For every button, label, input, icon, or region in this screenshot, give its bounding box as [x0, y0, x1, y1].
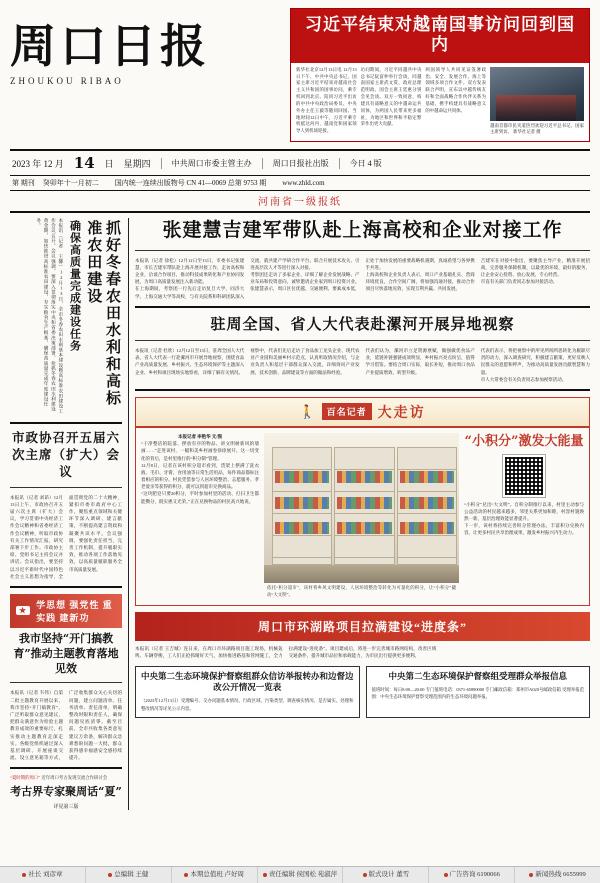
second-col-3: 代表们认为，漯河市立足资源禀赋，做强做优食品产业，延链补链强链成效明显，乡村振兴亮点纷呈，值得学习借鉴。要结合周口实际，取长补短，推动周口食品产业提质增效、转型升级。 — [365, 348, 475, 375]
notice-text: 近年周口考古发现交流合作研讨会 — [41, 775, 108, 781]
feature-para-1: “干净整洁的院落、摆放有序的物品、讲文明树新风的墙画……”走进该村，一幅和美乡村画卷徐徐展开。这一切变化的背后，是村里推行的“积分制”管理。 — [141, 441, 259, 461]
divider — [262, 158, 263, 169]
newspaper-title: 周口日报 — [10, 19, 210, 73]
feature-para-4: “小积分”兑出“大文明”。自积分制推行以来，村里主动参与公益活动的村民越来越多，邻里关系更加和睦，村容村貌焕然一新，基层治理效能显著提升。 — [464, 501, 584, 521]
date-bar — [10, 149, 590, 176]
lead-photo — [490, 67, 584, 121]
notice-page-ref: 详见第三版 — [53, 804, 79, 810]
divider — [161, 158, 162, 169]
publishing-unit: 周口日报社出版 — [272, 158, 329, 168]
feature-photo — [264, 433, 459, 583]
main-col-2: 在上海期间，考察团一行先后走访复旦大学、同济大学、上海交通大学等高校，与有关院系和科研团队深入交流，就共建产学研合作平台、联合开展技术攻关、引进高层次人才等进行深入对接。 — [135, 257, 360, 299]
main-col-4: 上海高校和企业负责人表示，周口产业基础扎实、营商环境优良，合作空间广阔，将加强沟通对接，推动合作项目尽快落地见效，实现互利共赢、共同发展。 — [365, 272, 475, 292]
vertical-feature — [10, 218, 122, 416]
feature-tag: 百名记者 — [322, 403, 372, 420]
masthead-right — [290, 8, 590, 142]
website-url[interactable]: www.zhld.com — [282, 179, 325, 187]
page-count: 今日 4 版 — [349, 158, 382, 168]
main-col-3: 考察团还走访了多家企业，详细了解企业发展战略、产业布局和投资意向，诚挚邀请企业家到周口投资兴业。张建慧表示，周口区位优越、交通便利、要素成本低，正处于加快发展的重要战略机遇期，真诚希望与各界携手共进。 — [250, 257, 475, 292]
feature-para-3: “这块肥皂只要20积分，平时参加村里的活动、打扫卫生都能攒分，既实惠又光荣。”正在兑换物品的村民高兴地说。 — [141, 491, 259, 504]
issue-number: 第 期刊 — [12, 179, 35, 187]
main-grid — [10, 218, 590, 810]
lead-photo-caption: 越南首都市民夹道热烈欢迎习近平总书记、国家主席到访。 新华社记者 摄 — [490, 122, 585, 135]
article1-title: 市政协召开五届六次主席（扩大）会议 — [11, 430, 120, 479]
notice-title: 考古界专家聚周话“夏” — [10, 785, 122, 799]
feature-photo-caption: 依托“积分超市”，该村将乡风文明建设、人居环境整治等转化为可量化的积分，让“小积分”撬动“大文明”。 — [267, 584, 456, 597]
info-box-left — [135, 666, 360, 718]
second-col-4: 代表们表示，将把视察中的所见所闻所思转化为履职尽责的动力，深入调查研究，积极建言献策，更好反映人民群众的意愿和呼声，为推动高质量发展贡献智慧和力量。 — [480, 348, 590, 375]
masthead-left — [10, 8, 282, 86]
article2-title: 我市坚持“开门搞教育”推动主题教育落地见效 — [13, 631, 119, 675]
second-article-body — [135, 347, 590, 383]
lunar-date: 癸卯年十一月初二 — [42, 179, 99, 187]
bullet-icon — [529, 873, 533, 877]
footer-bar — [0, 866, 600, 883]
date-weekday: 星期四 — [123, 158, 151, 169]
theme-ribbon — [10, 594, 122, 628]
info-box-row — [135, 666, 590, 718]
sub-date-bar — [10, 176, 590, 191]
lead-col-1: 新华社北京12月13日电 12月13日下午，中共中央总书记、国家主席习近平结束对越南社会主义共和国的国事访问，乘专机回到北京。陪同习近平出访的中共中央政治局委员、中央外办主任王毅等随同回国。当地时间12日中午，习近平乘专机抵达河内，越南党和国家领导人到机场迎接。 — [296, 66, 357, 134]
date-year-month: 2023 年 12 月 — [12, 158, 64, 169]
bullet-icon — [263, 873, 267, 877]
headline-second: 驻周全国、省人大代表赴漯河开展异地视察 — [210, 314, 515, 333]
vertical-body-text: 本报讯（记者 王馨）12月13日，全市冬春农田水利基本建设暨高标准农田建设工作会议召开。会议强调，要深入贯彻落实中央和省委决策部署，抢抓冬春农田水利建设黄金期，加快推进高标准农田建设，夯实粮食生产根基，确保高质量完成年度建设任务。 — [36, 218, 64, 414]
feature-header — [136, 398, 589, 428]
lead-body — [291, 63, 589, 141]
footer-item-3: 责任编辑 侯国松 苑淑萍 — [258, 867, 344, 883]
bullet-icon — [184, 873, 188, 877]
info-box-right-body: 值班时间：每日8:00—20:00 专门值班电话：0371-65890000 专门邮政信箱：郑州市A020号邮政信箱 受理举报范围：中央生态环境保护督察受理范围内的生态环境问题举报。 — [371, 687, 584, 700]
feature-para-5: 下一步，该村将持续完善积分管理办法，丰富积分兑换内容，让更多村民共享治理成果，激发乡村振兴内生动力。 — [464, 523, 584, 536]
divider — [339, 158, 340, 169]
vertical-subheadline: 确保高质量完成建设任务 — [68, 220, 82, 352]
feature-block — [135, 397, 590, 606]
vertical-headline: 抓好冬春农田水利和高标准农田建设 — [85, 220, 122, 407]
notice-tag: “夏时期的周口” — [10, 775, 41, 781]
date-day-unit: 日 — [104, 158, 114, 169]
issn-number: 国内统一连续出版物号 CN 41—0069 总第 9753 期 — [114, 179, 267, 187]
lead-headline: 习近平结束对越南国事访问回到国内 — [291, 9, 589, 63]
info-box-left-title: 中央第二生态环境保护督察组群众信访举报转办和边督边改公开情况一览表 — [140, 670, 354, 693]
main-article-body — [135, 257, 590, 300]
main-col-6: 市直有关部门负责同志参加对接活动。 — [480, 279, 558, 285]
info-box-left-body: （2023年12月13日）受理编号、交办问题基本情况、行政区域、污染类型、调查核实情况、是否属实、处理和整改情况等详见公示内容。 — [141, 698, 354, 711]
article1-body: 本报讯（记者 刘昂）12月13日上午，市政协召开五届六次主席（扩大）会议，学习贯彻中央经济工作会议精神和省委经济工作会议精神，听取市政协有关工作情况汇报，研究部署下步工作。市政协主席、党组书记主持会议并讲话。会议指出，要坚持以习近平新时代中国特色社会主义思想为指导，全面贯彻党的二十大精神，紧扣市委市政府中心工作，聚焦重点领域和关键环节深入调研、建言献策，不断提高建言资政和凝聚共识水平。会议强调，要强化责任担当，完善工作机制，提升履职实效，推动各项工作落地见效，以高质量履职服务全市高质量发展。 — [10, 494, 122, 579]
footer-item-6: 新闻热线 6655999 — [515, 867, 600, 883]
second-col-5: 市人大常委会有关负责同志参加视察活动。 — [480, 376, 567, 382]
bullet-icon — [22, 873, 26, 877]
main-col-1: 本报讯（记者 徐松）12月12日至13日，市委书记张建慧、市长吉建军带队赴上海开展对接工作，走访高校和企业，洽谈合作项目，推动科技成果转化和产业协同发展，为周口高质量发展注入新动能。 — [135, 257, 245, 285]
headline-main: 张建慧吉建军带队赴上海高校和企业对接工作 — [162, 219, 563, 241]
date-day: 14 — [73, 154, 95, 172]
lead-story-box — [290, 8, 590, 142]
lead-col-2: 访问期间，习近平同越共中央总书记阮富仲举行会谈，同越南国家主席武文赏、政府总理范明政、国会主席王廷惠分别会见会谈。双方一致同意，构建具有战略意义的中越命运共同体，为两国人民带来更多福祉，为地区和世界和平稳定繁荣作出更大贡献。 — [360, 66, 422, 127]
footer-item-1: 总编辑 王健 — [86, 867, 172, 883]
project-banner-title: 周口市环湖路项目拉满建设“进度条” — [135, 612, 590, 641]
bullet-icon — [444, 873, 448, 877]
newspaper-pinyin: ZHOUKOU RIBAO — [10, 76, 124, 87]
qr-code[interactable] — [503, 455, 545, 497]
lead-col-3: 两国领导人共同见证签署政治、安全、发展合作、海上等领域多项合作文件。双方发表联合声明，宣布以中越传统友好和全面战略合作伙伴关系为基础，携手构建具有战略意义的中越命运共同体。 — [425, 66, 487, 113]
article2-body: 本报讯（记者 韦伟）自第二批主题教育开展以来，我市坚持“开门搞教育”，广泛听取群众意见建议，把群众满意作为检验主题教育成效的重要标尺，扎实推动主题教育走深走实。各级党组织通过深入基层调研、开展座谈交流、设立意见箱等方式，广泛收集群众关心关切的问题，建立问题清单、任务清单、责任清单，明确整改时限和责任人，确保问题见底清零。截至目前，全市共收集各类意见建议万余条，解决群众急难愁盼问题一大批，群众获得感幸福感安全感持续提升。 — [10, 690, 122, 761]
footer-item-0: 社长 刘彦章 — [0, 867, 86, 883]
publisher: 中共周口市委主管主办 — [171, 158, 252, 168]
main-column — [128, 218, 590, 810]
second-col-1: 本报讯（记者 杜欣）12月12日至13日，驻周全国人大代表、省人大代表一行赴漯河市开展异地视察，围绕食品产业高质量发展、乡村振兴、生态环境保护等主题深入企业、乡村和项目现场实地察看，详细了解有关情况。 — [135, 348, 245, 375]
info-box-right-title: 中央第二生态环境保护督察组受理群众举报信息 — [388, 670, 567, 681]
masthead — [10, 8, 590, 142]
feature-title: “小积分”激发大能量 — [464, 433, 584, 449]
project-banner-body: 本报讯（记者 王吉城）连日来，在周口市环湖路项目施工现场，机械轰鸣、车辆穿梭，工人们正抢抓晴好天气，加快推进路基和管网施工，全力拉满建设“进度条”。项目建成后，将进一步完善城市路网结构，改善区域交通条件，提升城市品位和承载能力，为市民出行提供更多便利。 — [135, 646, 437, 659]
left-column — [10, 218, 122, 810]
notice-lead — [10, 775, 122, 782]
second-col-2: 视察中，代表们先后走访了食品加工龙头企业、现代农业产业园和美丽乡村示范点，认真听取情况介绍，与企业负责人和基层干部群众深入交流，详细询问产业发展、技术创新、品牌建设等方面的做法和经验。 — [250, 348, 360, 375]
bullet-icon — [108, 873, 112, 877]
feature-tag-big: 大走访 — [377, 404, 426, 421]
main-col-5: 吉建军在对接中指出，要聚焦主导产业，精准开展招商，完善服务保障机制，以最优的环境、最好的服务，让企业安心投资、放心发展、专心经营。 — [480, 257, 590, 278]
footer-item-4: 版式设计 董雪 — [343, 867, 429, 883]
info-box-right — [366, 666, 591, 718]
footer-item-5: 广告咨询 6190066 — [429, 867, 515, 883]
ribbon-label: 学思想 强党性 重实践 建新功 — [36, 599, 113, 623]
feature-byline: 本报记者 李艳华 文/图 — [178, 433, 222, 439]
bullet-icon — [363, 873, 367, 877]
ribbon-star-icon: ★ — [16, 606, 30, 615]
province-line: 河南省一级报纸 — [10, 191, 590, 213]
walking-people-icon: 🚶 — [299, 403, 316, 419]
feature-para-2: 12月8日，记者在该村积分超市看到，货架上摆满了洗衣液、毛巾、牙膏、食用油等日常生活用品，每件商品都标注着相应的积分。村民凭借参与人居环境整治、志愿服务、孝老爱亲等获得的积分，就可以到超市兑换商品。 — [141, 462, 259, 490]
footer-item-2: 本期总值班 卢好周 — [172, 867, 258, 883]
